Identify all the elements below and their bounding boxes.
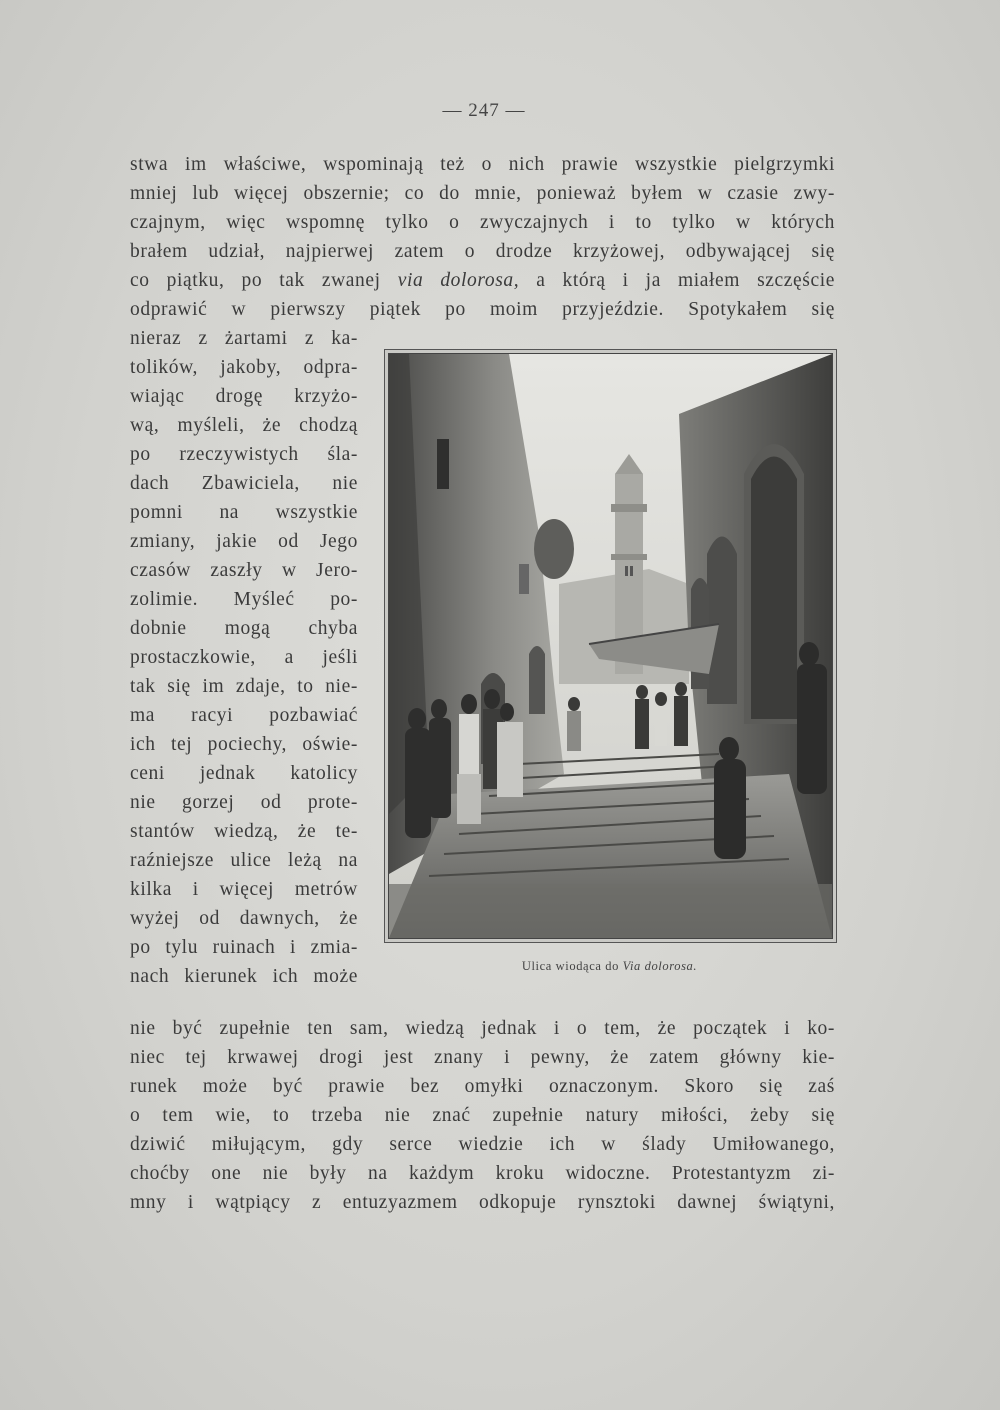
text-line: mny i wątpiący z entuzyazmem odkopuje rynsztoki dawnej świątyni, [130, 1192, 835, 1213]
caption-text: Ulica wiodąca do [521, 959, 623, 973]
narrow-text-line: nieraz z żartami z ka- [130, 328, 358, 349]
narrow-text-line: wiając drogę krzyżo- [130, 386, 358, 407]
narrow-text-line: tolików, jakoby, odpra- [130, 357, 358, 378]
narrow-text-line: pomni na wszystkie [130, 502, 358, 523]
text-segment: a którą i ja miałem szczęście [519, 270, 835, 291]
narrow-text-line: dobnie mogą chyba [130, 618, 358, 639]
text-line: niec tej krwawej drogi jest znany i pewny, że zatem główny kie- [130, 1047, 835, 1068]
narrow-text-line: ceni jednak katolicy [130, 763, 358, 784]
narrow-text-line: dach Zbawiciela, nie [130, 473, 358, 494]
figure-caption [384, 959, 835, 974]
narrow-text-line: tak się im zdaje, to nie- [130, 676, 358, 697]
narrow-text-line: po rzeczywistych śla- [130, 444, 358, 465]
narrow-text-line: prostaczkowie, a jeśli [130, 647, 358, 668]
narrow-text-line: czasów zaszły w Jero- [130, 560, 358, 581]
narrow-text-line: zmiany, jakie od Jego [130, 531, 358, 552]
narrow-text-line: stantów wiedzą, że te- [130, 821, 358, 842]
narrow-text-line: nie gorzej od prote- [130, 792, 358, 813]
text-line: runek może być prawie bez omyłki oznaczonym. Skoro się zaś [130, 1076, 835, 1097]
text-line: nie być zupełnie ten sam, wiedzą jednak i o tem, że początek i ko- [130, 1018, 835, 1039]
text-line: mniej lub więcej obszernie; co do mnie, ponieważ byłem w czasie zwy- [130, 183, 835, 204]
narrow-text-line: raźniejsze ulice leżą na [130, 850, 358, 871]
narrow-text-line: po tylu ruinach i zmia- [130, 937, 358, 958]
caption-italic-text: Via dolorosa. [622, 959, 698, 973]
italic-term: via dolorosa, [397, 270, 520, 291]
text-line [130, 266, 835, 295]
text-segment: co piątku, po tak zwanej [130, 270, 398, 291]
narrow-text-line: nach kierunek ich może [130, 966, 358, 987]
figure-frame [384, 349, 837, 943]
narrow-text-line: ma racyi pozbawiać [130, 705, 358, 726]
narrow-text-line: wą, myśleli, że chodzą [130, 415, 358, 436]
text-line: czajnym, więc wspomnę tylko o zwyczajnych i to tylko w których [130, 212, 835, 233]
photo-illustration [389, 354, 832, 938]
text-line: odprawić w pierwszy piątek po moim przyjeździe. Spotykałem się [130, 299, 835, 320]
text-line: brałem udział, najpierwej zatem o drodze krzyżowej, odbywającej się [130, 241, 835, 262]
narrow-text-line: kilka i więcej metrów [130, 879, 358, 900]
text-line: o tem wie, to trzeba nie znać zupełnie natury miłości, żeby się [130, 1105, 835, 1126]
street-photograph [388, 353, 833, 939]
narrow-text-line: zolimie. Myśleć po- [130, 589, 358, 610]
narrow-text-line: ich tej pociechy, oświe- [130, 734, 358, 755]
page-number: — 247 — [442, 100, 526, 121]
text-line: dziwić miłującym, gdy serce wiedzie ich w ślady Umiłowanego, [130, 1134, 835, 1155]
text-line: stwa im właściwe, wspominają też o nich prawie wszystkie pielgrzymki [130, 154, 835, 175]
text-line: choćby one nie były na każdym kroku widoczne. Protestantyzm zi- [130, 1163, 835, 1184]
narrow-text-line: wyżej od dawnych, że [130, 908, 358, 929]
